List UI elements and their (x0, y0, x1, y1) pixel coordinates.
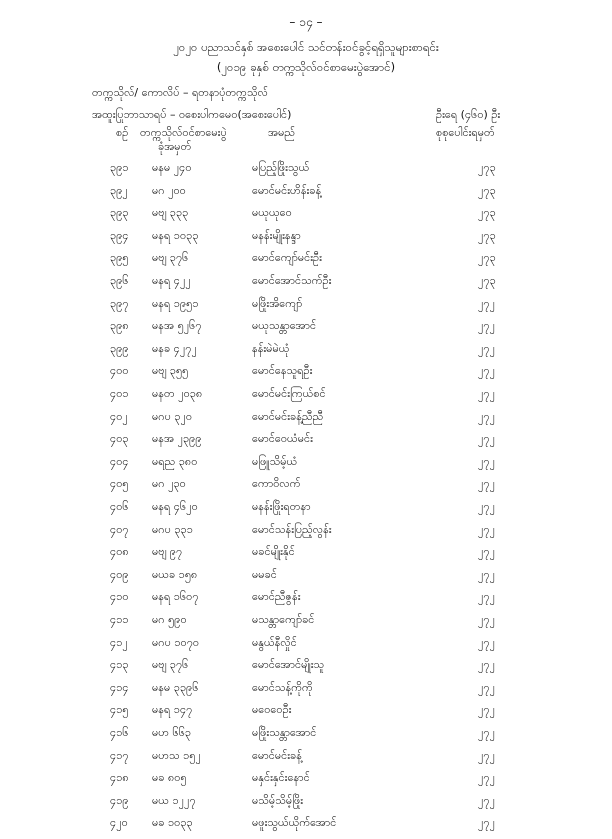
roll-number: မဂ ၂၀၀ (152, 183, 186, 197)
row-number: ၄၀၃ (110, 432, 129, 446)
row-number: ၄၁၃ (110, 658, 129, 672)
student-name: မောင်သန့်ကိုကို (252, 680, 313, 694)
table-row (0, 342, 612, 365)
total-marks: ၂၇၂ (478, 567, 495, 581)
table-row (0, 681, 612, 704)
row-number: ၄၁၄ (110, 680, 129, 694)
student-name: မသိမ့်သိမ့်ဖြိုး (252, 793, 304, 807)
total-marks: ၂၇၂ (478, 387, 495, 400)
roll-number: မနရ ၄၂၂ (152, 274, 191, 287)
roll-number: မဟသ ၁၅၂ (152, 748, 201, 762)
table-row (0, 500, 612, 523)
student-name: နန်းမဲမဲယုံ (252, 341, 290, 355)
total-marks: ၂၇၂ (478, 748, 495, 762)
page-number: – ၁၄ – (289, 15, 323, 29)
header-name: အမည် (268, 126, 296, 139)
row-number: ၃၉၁ (110, 161, 129, 174)
student-name: မမခင် (252, 567, 277, 581)
roll-number: မဂ ၅၉၀ (152, 613, 187, 626)
row-number: ၄၀၈ (110, 545, 129, 559)
student-name: မောင်ညီဇွန်း (252, 590, 301, 604)
row-number: ၄၀၅ (110, 477, 129, 491)
student-name: မောင်မင်းဟိန်းခန့် (252, 183, 322, 197)
student-name: မောင်မင်းခန့် (252, 748, 302, 762)
table-row (0, 590, 612, 613)
student-name: မပြည့်ဖြိုးသွယ် (252, 161, 310, 174)
row-number: ၄၀၄ (110, 454, 129, 468)
row-number: ၄၀၉ (110, 567, 129, 581)
student-name: မသန္တာကျော်ခင် (252, 613, 315, 626)
document-subtitle: (၂၀၁၉ ခုနှစ် တက္ကသိုလ်ဝင်စာမေးပွဲအောင်) (216, 60, 396, 74)
table-row (0, 432, 612, 455)
total-marks: ၂၇၂ (478, 816, 495, 830)
table-row (0, 274, 612, 297)
table-row (0, 636, 612, 659)
total-marks: ၂၇၂ (478, 364, 495, 378)
table-row (0, 387, 612, 410)
roll-number: မဂ ၂၃၀ (152, 477, 186, 491)
total-marks: ၂၇၂ (478, 432, 495, 446)
student-name: မဖြူသိမ့်ယံ (252, 454, 298, 468)
roll-number: မနရ ၄၆၂၀ (152, 500, 198, 513)
row-number: ၃၉၂ (110, 183, 128, 197)
total-marks: ၂၇၂ (478, 522, 495, 536)
roll-number: မဂပ ၃၂၀ (152, 409, 193, 423)
roll-number: မဗျ ၃၅၅ (152, 364, 189, 378)
roll-number: မနမ ၃၃၉၆ (152, 680, 199, 694)
student-name: မောင်နေသူရဦး (252, 364, 313, 378)
table-row (0, 568, 612, 591)
roll-number: မဗျ ၉၇ (152, 545, 183, 559)
total-marks: ၂၇၂ (478, 793, 495, 807)
roll-number: မနရ ၁၄၇ (152, 703, 193, 717)
header-no: စဉ် (116, 126, 129, 139)
header-marks: စုစုပေါင်းရမှတ် (436, 126, 495, 139)
total-marks: ၂၇၂ (478, 680, 495, 694)
roll-number: မနအ ၂၃၉၉ (152, 432, 202, 446)
subject-label: အထူးပြုဘာသာရပ် – ဝစေးပါကမေဝ(အစေးပေါင်) (92, 108, 292, 121)
total-marks: ၂၇၂ (478, 726, 495, 739)
total-marks: ၂၇၂ (478, 635, 495, 649)
student-name: မဖြိုးအိကျော် (252, 296, 303, 310)
table-row (0, 545, 612, 568)
roll-number: မခ ၈၀၅ (152, 771, 187, 785)
table-row (0, 364, 612, 387)
roll-number: မယခ ၁၅၈ (152, 567, 198, 581)
row-number: ၄၁၉ (110, 793, 129, 807)
document-title: ၂၀၂၀ ပညာသင်နှစ် အစေးပေါင် သင်တန်းဝင်ခွင့်ရရှိသူများစာရင်း (173, 40, 439, 54)
roll-number: မဗျ ၃၃၃ (152, 206, 189, 220)
roll-number: မရည ၃၈၀ (152, 454, 198, 468)
table-row (0, 726, 612, 749)
row-number: ၃၉၇ (110, 296, 129, 310)
total-marks: ၂၇၂ (478, 296, 495, 310)
table-row (0, 161, 612, 184)
row-number: ၄၀၀ (110, 364, 129, 378)
student-name: မဖူးသွယ်ယိုက်အောင် (252, 816, 337, 830)
row-number: ၃၉၄ (110, 228, 129, 242)
row-number: ၄၀၇ (110, 522, 129, 536)
student-name: မောင်အောင်သက်ဦး (252, 274, 332, 287)
table-row (0, 749, 612, 772)
total-marks: ၂၇၂ (478, 590, 495, 604)
roll-number: မနတ ၂၀၃၈ (152, 387, 203, 400)
table-row (0, 184, 612, 207)
student-name: မဝေဝေဦး (252, 703, 292, 717)
row-number: ၄၀၂ (110, 409, 128, 423)
roll-number: မနရ ၁၆၀၇ (152, 590, 199, 604)
student-name: မဖြိုးသန္တာအောင် (252, 726, 317, 739)
roll-number: မနရ ၁၀၃၃ (152, 228, 199, 242)
table-row (0, 410, 612, 433)
table-row (0, 523, 612, 546)
roll-number: မနရ ၁၉၅၁ (152, 296, 199, 310)
row-number: ၄၁၈ (110, 771, 129, 785)
table-row (0, 229, 612, 252)
row-number: ၄၁၀ (110, 590, 129, 604)
total-marks: ၂၇၂ (478, 477, 495, 491)
roll-number: မဂပ ၁၀၇၀ (152, 635, 200, 649)
roll-number: မယ ၁၂၂၇ (152, 793, 196, 807)
header-roll: တက္ကသိုလ်ဝင်စာမေးပွဲ (140, 126, 227, 139)
table-row (0, 455, 612, 478)
total-marks: ၂၇၂ (478, 409, 495, 423)
student-name: မောင်မင်းကြယ်စင် (252, 387, 326, 400)
roll-number: မနခ ၄၂၇၂ (152, 341, 197, 355)
row-number: ၄၀၆ (110, 500, 129, 513)
total-marks: ၂၇၃ (478, 274, 496, 287)
total-marks: ၂၇၂ (478, 341, 495, 355)
row-number: ၄၁၆ (110, 726, 129, 739)
row-number: ၄၀၁ (110, 387, 129, 400)
total-marks: ၂၇၃ (478, 228, 496, 242)
quota-label: ဦးရေ (၄၆၀) ဦး (436, 108, 501, 121)
student-name: မောင်သန်းပြည့်လွန်း (252, 522, 332, 536)
table-row (0, 319, 612, 342)
total-marks: ၂၇၃ (478, 161, 496, 174)
student-name: မောင်ကျော်မင်းဦး (252, 251, 322, 265)
total-marks: ၂၇၂ (478, 319, 495, 333)
student-name: မနွယ်နီလှိုင် (252, 635, 297, 649)
table-row (0, 771, 612, 794)
row-number: ၄၁၂ (110, 635, 128, 649)
roll-number: မဟ ၆၆၃ (152, 726, 192, 739)
student-name: မောင်အောင်မျိုးသူ (252, 658, 325, 672)
student-name: မနှင်းနှင်းနောင် (252, 771, 310, 785)
student-name: မနန်းမျိုးနန္ဒာ (252, 228, 301, 242)
student-name: မယုသန္တာအောင် (252, 319, 317, 333)
roll-number: မခ ၁၀၃၃ (152, 816, 193, 830)
table-row (0, 477, 612, 500)
student-name: ကောဝိလက် (252, 477, 301, 491)
row-number: ၃၉၅ (110, 251, 129, 265)
row-number: ၃၉၈ (110, 319, 129, 333)
total-marks: ၂၇၂ (478, 771, 495, 785)
row-number: ၄၁၁ (110, 613, 129, 626)
total-marks: ၂၇၂ (478, 545, 495, 559)
total-marks: ၂၇၂ (478, 703, 495, 717)
total-marks: ၂၇၃ (478, 183, 496, 197)
student-name: မောင်မင်းခန့်ညီညီ (252, 409, 324, 423)
institution-label: တက္ကသိုလ်/ ကောလိပ် – ရတနာပုံတက္ကသိုလ် (92, 86, 268, 99)
table-row (0, 613, 612, 636)
roll-number: မဗျ ၃၇၆ (152, 658, 189, 672)
row-number: ၄၁၇ (110, 748, 129, 762)
roll-number: မဂပ ၃၃၁ (152, 522, 193, 536)
table-row (0, 297, 612, 320)
roll-number: မဗျ ၃၇၆ (152, 251, 189, 265)
table-row (0, 658, 612, 681)
roll-number: မနအ ၅၂၆၇ (152, 319, 202, 333)
row-number: ၃၉၃ (110, 206, 129, 220)
total-marks: ၂၇၂ (478, 658, 495, 672)
student-name: မနန်းဖြိုးရတနာ (252, 500, 311, 513)
student-name: မယုယုဝေ (252, 206, 292, 220)
student-name: မခင်မျိုးနိုင် (252, 545, 295, 559)
table-row (0, 251, 612, 274)
table-row (0, 703, 612, 726)
total-marks: ၂၇၂ (478, 500, 495, 513)
total-marks: ၂၇၂ (478, 454, 495, 468)
table-row (0, 794, 612, 817)
row-number: ၄၂၀ (110, 816, 128, 830)
row-number: ၄၁၅ (110, 703, 129, 717)
roll-number: မနမ ၂၄၀ (152, 161, 192, 174)
table-row (0, 206, 612, 229)
table-row (0, 816, 612, 839)
student-name: မောင်ဝေယံမင်း (252, 432, 313, 446)
row-number: ၃၉၉ (110, 341, 129, 355)
row-number: ၃၉၆ (110, 274, 129, 287)
total-marks: ၂၇၂ (478, 613, 495, 626)
total-marks: ၂၇၃ (478, 206, 496, 220)
total-marks: ၂၇၃ (478, 251, 496, 265)
header-roll-line2: ခုံအမှတ် (158, 140, 192, 153)
